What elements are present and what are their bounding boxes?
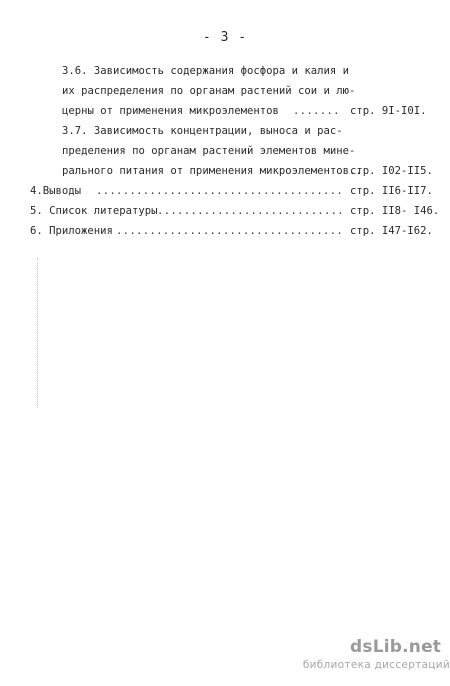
toc-3-6-line-3: церны от применения микроэлементов — [62, 105, 279, 117]
dslib-logo: dsLib.net — [350, 637, 442, 657]
toc-4-pages: стр. II6-II7. — [350, 185, 433, 197]
toc-3-7-line-2: пределения по органам растений элементов мине- — [62, 145, 356, 157]
toc-3-7-line-1: 3.7. Зависимость концентрации, выноса и рас- — [62, 125, 343, 137]
toc-4-label: 4.Выводы — [30, 185, 82, 197]
margin-rule — [37, 258, 38, 408]
toc-3-6-line-2: их распределения по органам растений сои и лю- — [62, 85, 356, 97]
toc-4-leader — [96, 184, 342, 198]
toc-3-6-line-1: 3.6. Зависимость содержания фосфора и калия и — [62, 65, 350, 77]
toc-3-6-pages: стр. 9I-I0I. — [350, 105, 427, 117]
toc-5-pages: стр. II8- I46. — [350, 205, 440, 217]
toc-5-leader — [157, 204, 342, 218]
dslib-tagline: библиотека диссертаций — [302, 659, 450, 671]
toc-6-pages: стр. I47-I62. — [350, 225, 433, 237]
toc-6-label: 6. Приложения — [30, 225, 113, 237]
toc-5-label: 5. Список литературы — [30, 205, 158, 217]
toc-3-6-leader — [293, 104, 337, 118]
page-number: - 3 - — [202, 30, 248, 45]
toc-3-7-pages: стр. I02-II5. — [350, 165, 433, 177]
toc-3-7-line-3: рального питания от применения микроэлементов.. — [62, 165, 362, 177]
dslib-watermark — [302, 637, 450, 671]
toc-6-leader — [116, 224, 342, 238]
